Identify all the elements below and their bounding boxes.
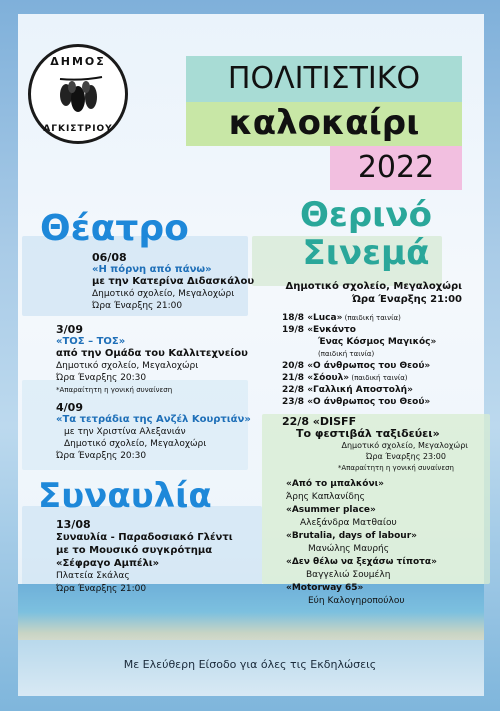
concert-line1: Συναυλία - Παραδοσιακό Γλέντι <box>56 532 233 543</box>
logo-bottom-text: ΑΓΚΙΣΤΡΙΟΥ <box>43 124 113 134</box>
event-date: 3/09 <box>56 323 83 336</box>
event-title: «ΤΟΣ – ΤΟΣ» <box>56 336 126 347</box>
concert-line3: «Σέφραγο Αμπέλι» <box>56 558 160 569</box>
pine-branch-icon <box>56 73 106 119</box>
event-time: Ώρα Έναρξης 20:30 <box>56 373 147 383</box>
concert-line2: με το Μουσικό συγκρότημα <box>56 545 213 556</box>
event-date: 06/08 <box>92 251 127 264</box>
concert-place: Πλατεία Σκάλας <box>56 571 130 581</box>
film-item: 19/8 «Ενκάντο <box>282 325 356 335</box>
event-place: Δημοτικό σχολείο, Μεγαλοχώρι <box>64 439 207 449</box>
festival-film-director: Εύη Καλογηροπούλου <box>308 596 405 606</box>
festival-film-list <box>286 478 437 608</box>
event-place: Δημοτικό σχολείο, Μεγαλοχώρι <box>56 361 199 371</box>
cinema-heading-line2: Σινεμά <box>302 233 430 273</box>
festival-film-director: Αλεξάνδρα Ματθαίου <box>300 518 397 528</box>
film-item: 20/8 «Ο άνθρωπος του Θεού» <box>282 361 431 371</box>
cinema-time: Ώρα Έναρξης 21:00 <box>351 294 462 305</box>
event-date: 4/09 <box>56 401 83 414</box>
event-by: με την Χριστίνα Αλεξανιάν <box>64 427 186 437</box>
festival-time: Ώρα Έναρξης 23:00 <box>365 452 446 461</box>
festival-film-director: Βαγγελιώ Σουμέλη <box>306 570 391 580</box>
festival-film-title: «Δεν θέλω να ξεχάσω τίποτα» <box>286 557 437 567</box>
festival-place: Δημοτικό σχολείο, Μεγαλοχώρι <box>341 441 468 450</box>
festival-note: *Απαραίτητη η γονική συναίνεση <box>337 464 454 472</box>
event-note: *Απαραίτητη η γονική συναίνεση <box>56 386 173 394</box>
concert-heading: Συναυλία <box>38 476 212 516</box>
concert-time: Ώρα Έναρξης 21:00 <box>56 584 147 594</box>
event-title: «Η πόρνη από πάνω» <box>92 264 212 275</box>
municipality-logo <box>28 44 128 144</box>
footer-note: Με Ελεύθερη Είσοδο για όλες τις Εκδηλώσεις <box>123 658 377 671</box>
theatre-event-1 <box>92 252 254 312</box>
cinema-film-list <box>282 312 436 408</box>
film-item: 18/8 «Luca» (παιδική ταινία) <box>282 313 401 323</box>
film-item: 21/8 «Σόουλ» (παιδική ταινία) <box>282 373 408 383</box>
cinema-place: Δημοτικό σχολείο, Μεγαλοχώρι <box>285 281 462 292</box>
festival-block <box>282 416 468 474</box>
title-year: 2022 <box>330 146 462 190</box>
cinema-heading <box>300 196 432 272</box>
event-place: Δημοτικό σχολείο, Μεγαλοχώρι <box>92 289 235 299</box>
title-line2: καλοκαίρι <box>186 102 462 146</box>
concert-event <box>56 518 233 596</box>
concert-date: 13/08 <box>56 518 91 531</box>
event-by: με την Κατερίνα Διδασκάλου <box>92 276 255 287</box>
event-time: Ώρα Έναρξης 21:00 <box>92 301 183 311</box>
festival-film-director: Μανώλης Μαυρής <box>308 544 390 554</box>
festival-film-title: «Asummer place» <box>286 505 376 515</box>
cinema-info <box>282 280 462 306</box>
event-title: «Τα τετράδια της Ανζέλ Κουρτιάν» <box>56 414 251 425</box>
title-line1: ΠΟΛΙΤΙΣΤΙΚΟ <box>186 56 462 102</box>
film-item: Ένας Κόσμος Μαγικός» <box>318 337 437 347</box>
theatre-event-3 <box>56 402 251 462</box>
festival-title: 22/8 «DISFF <box>282 415 357 428</box>
theatre-heading: Θέατρο <box>40 208 189 249</box>
festival-film-director: Άρης Καπλανίδης <box>286 492 365 502</box>
film-item: (παιδική ταινία) <box>318 350 375 358</box>
film-item: 22/8 «Γαλλική Αποστολή» <box>282 385 413 395</box>
festival-film-title: «Brutalia, days of labour» <box>286 531 417 541</box>
film-item: 23/8 «Ο άνθρωπος του Θεού» <box>282 397 431 407</box>
cinema-heading-line1: Θερινό <box>300 195 432 235</box>
theatre-event-2 <box>56 324 248 396</box>
festival-subtitle: Το φεστιβάλ ταξιδεύει» <box>296 427 440 440</box>
event-by: από την Ομάδα του Καλλιτεχνείου <box>56 348 248 359</box>
event-time: Ώρα Έναρξης 20:30 <box>56 451 147 461</box>
festival-film-title: «Από το μπαλκόνι» <box>286 479 384 489</box>
festival-film-title: «Motorway 65» <box>286 583 364 593</box>
logo-top-text: ΔΗΜΟΣ <box>50 55 106 68</box>
